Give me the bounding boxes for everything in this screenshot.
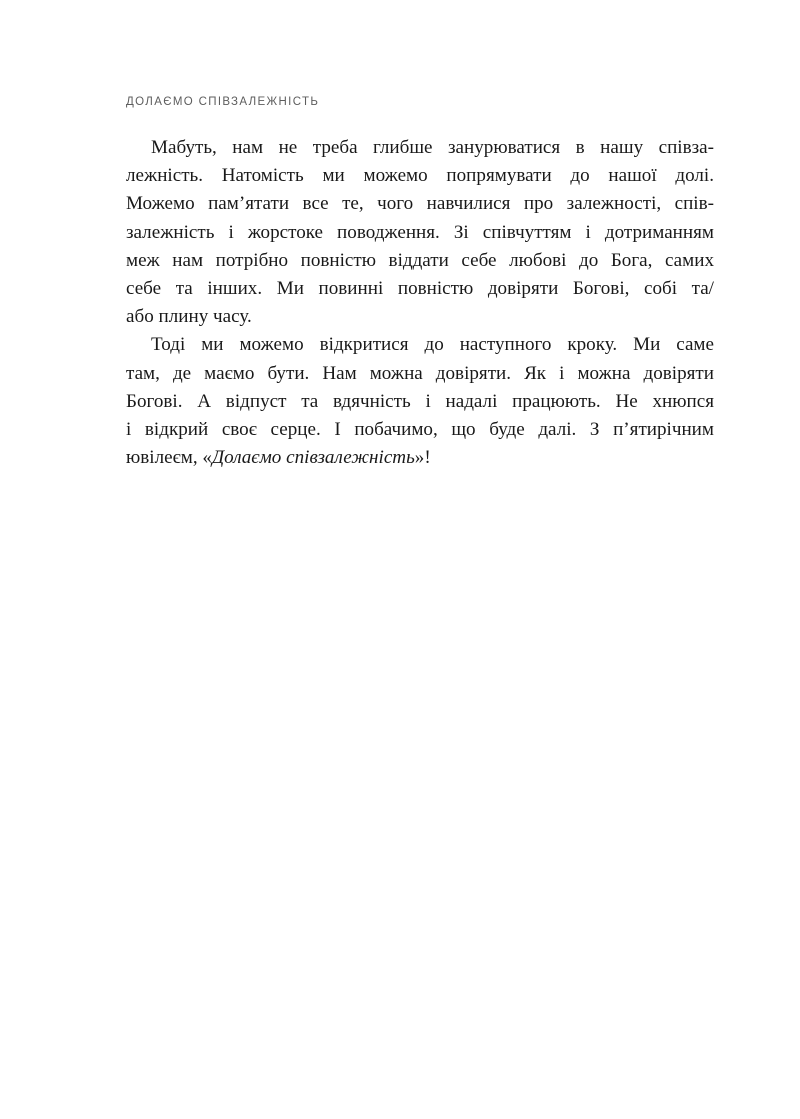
text-line: залежність і жорстоке поводження. Зі співчуттям і дотриманням: [126, 221, 714, 243]
text-line: лежність. Натомість ми можемо попрямувати до нашої долі.: [126, 165, 714, 187]
paragraph-2: [126, 331, 714, 472]
final-line-prefix: ювілеєм, «: [126, 447, 212, 469]
text-line: меж нам потрібно повністю віддати себе любові до Бога, самих: [126, 249, 714, 271]
body-text-block: [126, 134, 714, 472]
text-line: себе та інших. Ми повинні повністю довіряти Богові, собі та/: [126, 278, 714, 300]
final-line-suffix: »!: [414, 447, 431, 469]
running-head: ДОЛАЄМО СПІВЗАЛЕЖНІСТЬ: [126, 96, 320, 108]
paragraph-1: [126, 134, 714, 331]
text-line-final: [126, 444, 714, 472]
text-line: або плину часу.: [126, 306, 252, 328]
text-line: Мабуть, нам не треба глибше занурюватися в нашу співза-: [151, 137, 714, 158]
text-line: там, де маємо бути. Нам можна довіряти. Як і можна довіряти: [126, 362, 714, 384]
text-line: Богові. А відпуст та вдячність і надалі працюють. Не хнюпся: [126, 390, 714, 412]
text-line: і відкрий своє серце. І побачимо, що буде далі. З п’ятирічним: [126, 419, 714, 441]
book-title-italic: Долаємо співзалежність: [211, 447, 415, 469]
text-line: Тоді ми можемо відкритися до наступного кроку. Ми саме: [151, 334, 714, 356]
text-line: Можемо пам’ятати все те, чого навчилися про залежності, спів-: [126, 193, 714, 215]
